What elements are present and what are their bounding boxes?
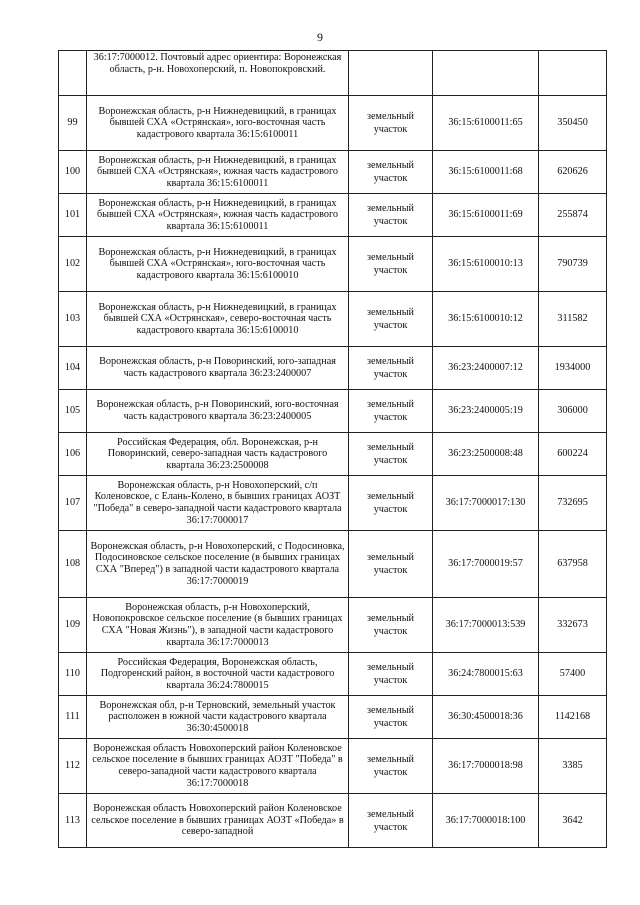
cadastral-number-cell: 36:15:6100011:68	[433, 151, 539, 194]
area-cell: 620626	[539, 151, 607, 194]
object-type-cell: земельный участок	[349, 96, 433, 151]
address-cell: Российская Федерация, Воронежская область, Подгоренский район, в восточной части кадастрового квартала 36:24:7800015	[87, 653, 349, 696]
row-number-cell: 113	[59, 794, 87, 848]
area-cell: 311582	[539, 292, 607, 347]
address-cell: Воронежская область, р-н Нижнедевицкий, в границах бывшей СХА «Острянская», северо-восточная часть кадастрового квартала 36:15:6100010	[87, 292, 349, 347]
address-cell: Воронежская область, р-н Поворинский, юго-западная часть кадастрового квартала 36:23:2400007	[87, 347, 349, 390]
object-type-cell: земельный участок	[349, 237, 433, 292]
cadastral-number-cell: 36:23:2500008:48	[433, 433, 539, 476]
row-number-cell: 99	[59, 96, 87, 151]
area-cell: 332673	[539, 598, 607, 653]
cadastral-number-cell: 36:15:6100011:69	[433, 194, 539, 237]
row-number-cell: 100	[59, 151, 87, 194]
row-number-cell: 101	[59, 194, 87, 237]
area-cell: 1934000	[539, 347, 607, 390]
row-number-cell: 102	[59, 237, 87, 292]
area-cell: 1142168	[539, 696, 607, 739]
object-type-cell: земельный участок	[349, 531, 433, 598]
object-type-cell: земельный участок	[349, 151, 433, 194]
object-type-cell: земельный участок	[349, 292, 433, 347]
cadastral-number-cell: 36:17:7000019:57	[433, 531, 539, 598]
cadastral-number-cell: 36:17:7000013:539	[433, 598, 539, 653]
row-number-cell: 104	[59, 347, 87, 390]
area-cell	[539, 51, 607, 96]
address-cell: Воронежская область, р-н Поворинский, юго-восточная часть кадастрового квартала 36:23:2400005	[87, 390, 349, 433]
cadastral-number-cell: 36:15:6100010:13	[433, 237, 539, 292]
address-cell: Воронежская область, р-н Новохоперский, Новопокровское сельское поселение (в бывших границах СХА "Новая Жизнь"), в западной части кадастрового квартала 36:17:7000013	[87, 598, 349, 653]
area-cell: 57400	[539, 653, 607, 696]
address-cell: Воронежская область, р-н Нижнедевицкий, в границах бывшей СХА «Острянская», южная часть кадастрового квартала 36:15:6100011	[87, 151, 349, 194]
object-type-cell: земельный участок	[349, 433, 433, 476]
table-row	[59, 194, 607, 237]
table-row	[59, 598, 607, 653]
table-row	[59, 696, 607, 739]
address-cell: Воронежская область, р-н Новохоперский, с/п Коленовское, с Елань-Колено, в бывших границах АОЗТ "Победа" в северо-западной части кадастрового квартала 36:17:7000017	[87, 476, 349, 531]
object-type-cell: земельный участок	[349, 739, 433, 794]
table-row	[59, 96, 607, 151]
table-row	[59, 531, 607, 598]
row-number-cell: 103	[59, 292, 87, 347]
table-row-continuation	[59, 51, 607, 96]
cadastral-number-cell: 36:30:4500018:36	[433, 696, 539, 739]
row-number-cell: 105	[59, 390, 87, 433]
address-cell: Воронежская обл, р-н Терновский, земельный участок расположен в южной части кадастрового квартала 36:30:4500018	[87, 696, 349, 739]
table-row	[59, 237, 607, 292]
address-cell: Воронежская область Новохоперский район Коленовское сельское поселение в бывших границах АОЗТ "Победа" в северо-западной части кадастрового квартала 36:17:7000018	[87, 739, 349, 794]
area-cell: 600224	[539, 433, 607, 476]
cadastral-number-cell: 36:24:7800015:63	[433, 653, 539, 696]
object-type-cell: земельный участок	[349, 194, 433, 237]
row-number-cell	[59, 51, 87, 96]
table-row	[59, 653, 607, 696]
object-type-cell: земельный участок	[349, 794, 433, 848]
object-type-cell: земельный участок	[349, 347, 433, 390]
address-cell: 36:17:7000012. Почтовый адрес ориентира: Воронежская область, р-н. Новохоперский, п. Новопокровский.	[87, 51, 349, 96]
area-cell: 3385	[539, 739, 607, 794]
object-type-cell: земельный участок	[349, 696, 433, 739]
area-cell: 790739	[539, 237, 607, 292]
object-type-cell: земельный участок	[349, 390, 433, 433]
area-cell: 306000	[539, 390, 607, 433]
object-type-cell: земельный участок	[349, 653, 433, 696]
land-plot-registry-table	[58, 50, 607, 848]
table-row	[59, 476, 607, 531]
area-cell: 3642	[539, 794, 607, 848]
cadastral-number-cell: 36:17:7000017:130	[433, 476, 539, 531]
address-cell: Воронежская область, р-н Нижнедевицкий, в границах бывшей СХА «Острянская», южная часть кадастрового квартала 36:15:6100011	[87, 194, 349, 237]
cadastral-number-cell: 36:15:6100010:12	[433, 292, 539, 347]
address-cell: Воронежская область, р-н Нижнедевицкий, в границах бывшей СХА «Острянская», юго-восточная часть кадастрового квартала 36:15:6100010	[87, 237, 349, 292]
address-cell: Воронежская область, р-н Нижнедевицкий, в границах бывшей СХА «Острянская», юго-восточная часть кадастрового квартала 36:15:6100011	[87, 96, 349, 151]
cadastral-number-cell: 36:23:2400005:19	[433, 390, 539, 433]
table-row	[59, 347, 607, 390]
cadastral-number-cell	[433, 51, 539, 96]
table-row	[59, 739, 607, 794]
cadastral-number-cell: 36:17:7000018:100	[433, 794, 539, 848]
row-number-cell: 108	[59, 531, 87, 598]
row-number-cell: 111	[59, 696, 87, 739]
table-row	[59, 292, 607, 347]
row-number-cell: 110	[59, 653, 87, 696]
page-number: 9	[317, 30, 323, 44]
cadastral-number-cell: 36:17:7000018:98	[433, 739, 539, 794]
object-type-cell: земельный участок	[349, 598, 433, 653]
area-cell: 255874	[539, 194, 607, 237]
address-cell: Российская Федерация, обл. Воронежская, р-н Поворинский, северо-западная часть кадастрового квартала 36:23:2500008	[87, 433, 349, 476]
table-row	[59, 390, 607, 433]
address-cell: Воронежская область, р-н Новохоперский, с Подосиновка, Подосиновское сельское поселение (в бывших границах СХА "Вперед") в западной части кадастрового квартала 36:17:7000019	[87, 531, 349, 598]
object-type-cell: земельный участок	[349, 476, 433, 531]
table-row	[59, 151, 607, 194]
address-cell: Воронежская область Новохоперский район Коленовское сельское поселение в бывших границах АОЗТ «Победа» в северо-западной	[87, 794, 349, 848]
area-cell: 732695	[539, 476, 607, 531]
table-row	[59, 433, 607, 476]
area-cell: 637958	[539, 531, 607, 598]
row-number-cell: 112	[59, 739, 87, 794]
object-type-cell	[349, 51, 433, 96]
area-cell: 350450	[539, 96, 607, 151]
table-row	[59, 794, 607, 848]
row-number-cell: 109	[59, 598, 87, 653]
row-number-cell: 106	[59, 433, 87, 476]
cadastral-number-cell: 36:15:6100011:65	[433, 96, 539, 151]
row-number-cell: 107	[59, 476, 87, 531]
cadastral-number-cell: 36:23:2400007:12	[433, 347, 539, 390]
